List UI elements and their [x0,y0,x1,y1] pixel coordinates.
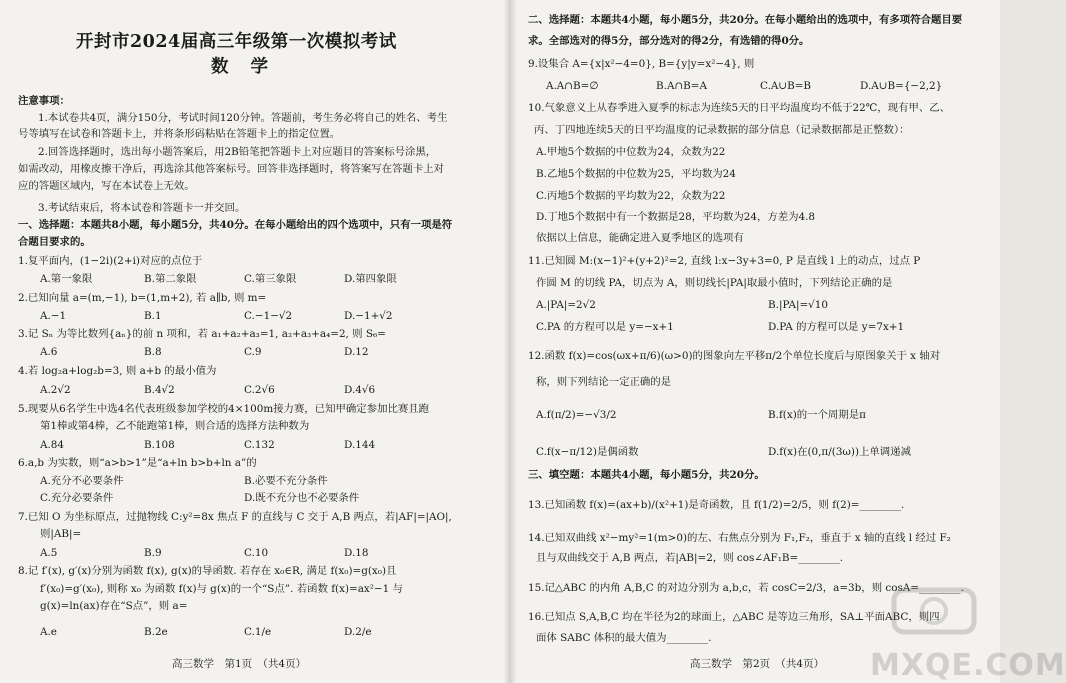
question-11-cont: 作圆 M 的切线 PA，切点为 A，则切线长|PA|取最小值时，下列结论正确的是 [536,277,893,289]
question-12: 12.函数 f(x)=cos(ωx+π/6)(ω>0)的图象向左平移π/2个单位长度后与原图象关于 x 轴对 [528,350,941,362]
question-8-cont: f′(x₀)=g′(x₀), 则称 x₀ 为函数 f(x)与 g(x)的一个“S点”. 若函数 f(x)=ax²−1 与 [40,583,403,595]
question-7-cont: 则|AB|= [40,528,82,540]
option-a: A.e [40,626,57,638]
question-10-cont: 丙、丁四地连续5天的日平均温度的记录数据的部分信息（记录数据都是正整数）： [534,124,910,136]
question-10-prompt: 依据以上信息，能确定进入夏季地区的选项有 [536,232,744,244]
question-5: 5.现要从6名学生中选4名代表班级参加学校的4×100m接力赛，已知甲确定参加比赛且跑 [18,403,430,415]
option-b: B.108 [144,439,175,451]
option-a: A.f(π/2)=−√3/2 [536,409,617,421]
option-d: D.18 [344,547,369,559]
option-b: B.乙地5个数据的中位数为25，平均数为24 [536,168,736,180]
option-b: B.2e [144,626,168,638]
option-b: B.8 [144,346,162,358]
section3-heading: 三、填空题：本题共4小题，每小题5分，共20分。 [528,469,765,481]
option-c: C.充分必要条件 [40,492,114,504]
option-d: D.A∪B={−2,2} [860,80,943,92]
option-d: D.既不充分也不必要条件 [244,492,360,504]
option-a: A.第一象限 [40,273,93,285]
question-14: 14.已知双曲线 x²−my²=1(m>0)的左、右焦点分别为 F₁,F₂，垂直于 x 轴的直线 l 经过 F₂ [528,532,951,544]
option-d: D.4√6 [344,384,376,396]
option-c: C.9 [244,346,262,358]
question-3: 3.记 Sₙ 为等比数列{aₙ}的前 n 项和，若 a₁+a₂+a₃=1, a₂+a₃+a₄=2, 则 S₆= [18,328,386,340]
question-11: 11.已知圆 M:(x−1)²+(y+2)²=2, 直线 l:x−3y+3=0, P 是直线 l 上的动点，过点 P [528,255,921,267]
option-d: D.2/e [344,626,372,638]
option-c: C.132 [244,439,275,451]
option-c: C.−1−√2 [244,310,293,322]
notice-line: 应的答题区域内，写在本试卷上无效。 [18,180,195,192]
option-c: C.A∪B=B [760,80,812,92]
option-c: C.PA 的方程可以是 y=−x+1 [536,321,674,333]
question-16-cont: 面体 SABC 体积的最大值为________. [536,632,712,644]
option-a: A.甲地5个数据的中位数为24，众数为22 [536,146,726,158]
watermark-text: MXQE.COM [870,648,1066,683]
notice-line: 3.考试结束后，将本试卷和答题卡一并交回。 [38,202,246,214]
notice-line: 2.回答选择题时，选出每小题答案后，用2B铅笔把答题卡上对应题目的答案标号涂黑， [38,146,437,158]
option-c: C.丙地5个数据的平均数为22，众数为22 [536,190,726,202]
question-14-cont: 且与双曲线交于 A,B 两点，若|AB|=2，则 cos∠AF₁B=________. [536,552,844,564]
question-7: 7.已知 O 为坐标原点，过抛物线 C:y²=8x 焦点 F 的直线与 C 交于 A,B 两点，若|AF|=|AO|, [18,511,452,523]
question-15: 15.记△ABC 的内角 A,B,C 的对边分别为 a,b,c，若 cosC=2/3，a=3b，则 cosA=________. [528,582,964,594]
option-c: C.2√6 [244,384,275,396]
option-b: B.4√2 [144,384,175,396]
option-a: A.5 [40,547,58,559]
section2-heading: 二、选择题：本题共4小题，每小题5分，共20分。在每小题给出的选项中，有多项符合题目要 [528,14,963,26]
question-1: 1.复平面内，(1−2i)(2+i)对应的点位于 [18,255,203,267]
notice-line: 如需改动，用橡皮擦干净后，再选涂其他答案标号。回答非选择题时，将答案写在答题卡上对 [18,163,445,175]
option-b: B.f(x)的一个周期是π [768,409,866,421]
option-a: A.6 [40,346,58,358]
question-8: 8.记 f′(x), g′(x)分别为函数 f(x), g(x)的导函数. 若存在 x₀∈R, 满足 f(x₀)=g(x₀)且 [18,565,397,577]
option-c: C.10 [244,547,269,559]
question-13: 13.已知函数 f(x)=(ax+b)/(x²+1)是奇函数，且 f(1/2)=2/5，则 f(2)=________. [528,499,905,511]
notice-heading: 注意事项： [18,95,70,107]
question-5-cont: 第1棒或第4棒，乙不能跑第1棒，则合适的选择方法种数为 [40,420,310,432]
exam-title: 开封市2024届高三年级第一次模拟考试 [76,32,397,52]
notice-line: 号等填写在试卷和答题卡上，并将条形码粘贴在答题卡上的指定位置。 [18,128,341,140]
option-c: C.f(x−π/12)是偶函数 [536,446,639,458]
option-d: D.第四象限 [344,273,397,285]
page-footer-right: 高三数学 第2页 （共4页） [690,658,825,670]
option-b: B.必要不充分条件 [244,475,328,487]
option-b: B.A∩B=A [656,80,707,92]
page-footer-left: 高三数学 第1页 （共4页） [172,658,307,670]
option-a: A.2√2 [40,384,71,396]
option-b: B.1 [144,310,162,322]
watermark-logo-icon [888,582,980,640]
section2-heading: 求。全部选对的得5分，部分选对的得2分，有选错的得0分。 [528,35,810,47]
option-d: D.PA 的方程可以是 y=7x+1 [768,321,905,333]
option-c: C.第三象限 [244,273,297,285]
option-a: A.A∩B=∅ [546,80,599,92]
option-d: D.f(x)在(0,π/(3ω))上单调递减 [768,446,911,458]
option-a: A.−1 [40,310,67,322]
section1-heading: 一、选择题：本题共8小题，每小题5分，共40分。在每小题给出的四个选项中，只有一项是符 [18,219,453,231]
option-d: D.−1+√2 [344,310,393,322]
page-fold [503,0,517,683]
option-a: A.充分不必要条件 [40,475,124,487]
option-b: B.第二象限 [144,273,197,285]
option-a: A.|PA|=2√2 [536,299,596,311]
option-d: D.144 [344,439,376,451]
option-c: C.1/e [244,626,272,638]
question-6: 6.a,b 为实数，则“a>b>1”是“a+ln b>b+ln a”的 [18,457,257,469]
exam-subject: 数学 [211,57,290,77]
section1-heading: 合题目要求的。 [18,236,91,248]
notice-line: 1.本试卷共4页，满分150分，考试时间120分钟。答题前，考生务必将自己的姓名、考生 [38,112,448,124]
question-4: 4.若 log₂a+log₂b=3, 则 a+b 的最小值为 [18,365,217,377]
question-9: 9.设集合 A={x|x²−4=0}, B={y|y=x²−4}, 则 [528,58,755,70]
question-2: 2.已知向量 a=(m,−1), b=(1,m+2), 若 a∥b, 则 m= [18,292,267,304]
option-a: A.84 [40,439,65,451]
question-10: 10.气象意义上从春季进入夏季的标志为连续5天的日平均温度均不低于22℃，现有甲、乙、 [528,102,951,114]
question-16: 16.已知点 S,A,B,C 均在半径为2的球面上，△ABC 是等边三角形，SA⊥平面ABC，则四 [528,611,940,623]
option-b: B.|PA|=√10 [768,299,829,311]
option-d: D.丁地5个数据中有一个数据是28，平均数为24，方差为4.8 [536,211,816,223]
question-12-cont: 称，则下列结论一定正确的是 [536,376,672,388]
option-d: D.12 [344,346,369,358]
question-8-cont: g(x)=ln(ax)存在“S点”，则 a= [40,600,188,612]
option-b: B.9 [144,547,162,559]
